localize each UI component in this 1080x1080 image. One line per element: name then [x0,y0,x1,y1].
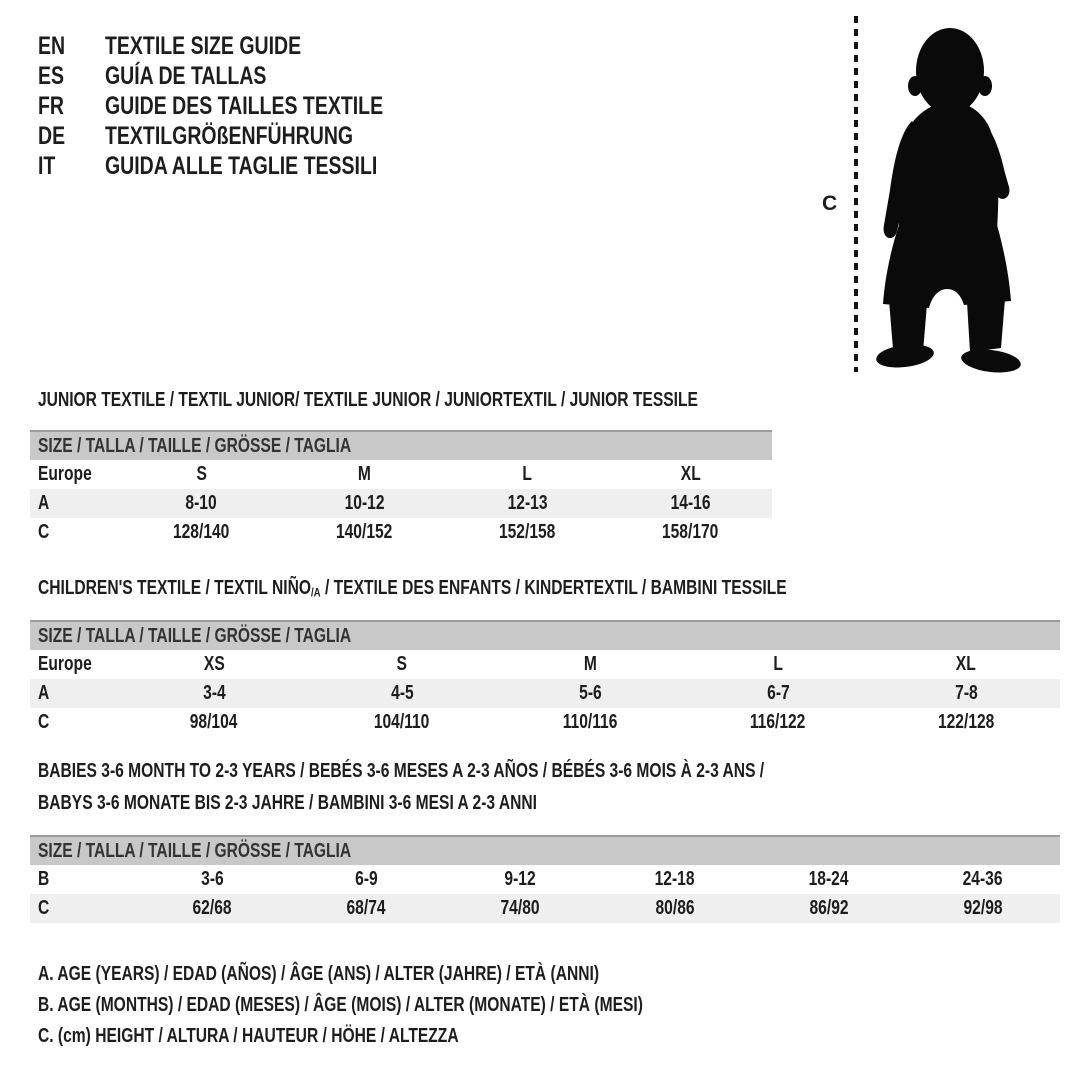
table-row-height-cm [30,894,1060,923]
measurement-legend [38,959,814,1052]
language-row-fr [38,91,462,121]
table-cell: 74/80 [500,897,540,919]
junior-size-table [30,430,772,547]
language-title: TEXTILE SIZE GUIDE [105,32,302,60]
language-title: GUIDE DES TAILLES TEXTILE [105,92,384,120]
table-row-age-years [30,489,772,518]
toddler-silhouette-image [866,15,1026,375]
height-dotted-line [854,16,858,372]
table-cell: M [583,653,597,675]
table-cell: 4-5 [390,682,414,704]
table-cell: 12-13 [507,492,548,514]
row-label: A [38,682,50,704]
language-code: DE [38,122,66,150]
table-cell: 62/68 [192,897,232,919]
table-cell: L [773,653,783,675]
row-label: Europe [38,463,92,485]
language-title: GUÍA DE TALLAS [105,62,267,90]
section-title-children: CHILDREN'S TEXTILE / TEXTIL NIÑO/A / TEXTILE DES ENFANTS / KINDERTEXTIL / BAMBINI TESSILE [38,577,787,600]
table-cell: 12-18 [654,868,695,890]
table-cell: S [196,463,207,485]
title-subscript: /A [310,585,321,600]
table-cell: 3-4 [202,682,226,704]
table-cell: 92/98 [963,897,1003,919]
section-title-babies: BABIES 3-6 MONTH TO 2-3 YEARS / BEBÉS 3-6 MESES A 2-3 AÑOS / BÉBÉS 3-6 MOIS À 2-3 ANS / BABYS 3-6 MONATE BIS 2-3 JAHRE / BAMBINI 3-6 MESI A 2-3 ANNI [38,760,765,814]
table-cell: 5-6 [578,682,602,704]
table-row-age-months [30,865,1060,894]
language-row-it [38,151,462,181]
children-size-table [30,620,1060,737]
table-cell: XS [203,653,225,675]
table-cell: 152/158 [499,521,556,543]
table-cell: 3-6 [200,868,224,890]
size-table-header: SIZE / TALLA / TAILLE / GRÖSSE / TAGLIA [30,620,1060,650]
table-cell: XL [680,463,701,485]
table-cell: 128/140 [173,521,230,543]
row-label: C [38,711,50,733]
table-row-height-cm [30,518,772,547]
row-label: Europe [38,653,92,675]
language-row-es [38,61,462,91]
table-cell: 68/74 [346,897,386,919]
table-cell: S [396,653,408,675]
babies-size-table [30,835,1060,923]
height-marker-label: C [822,192,838,215]
table-cell: 24-36 [962,868,1003,890]
legend-line-c: C. (cm) HEIGHT / ALTURA / HAUTEUR / HÖHE / ALTEZZA [38,1025,459,1047]
table-row-age-years [30,679,1060,708]
table-cell: 80/86 [655,897,695,919]
section-title-junior: JUNIOR TEXTILE / TEXTIL JUNIOR/ TEXTILE JUNIOR / JUNIORTEXTIL / JUNIOR TESSILE [38,389,698,411]
table-cell: 8-10 [185,492,218,514]
language-row-de [38,121,462,151]
table-row-europe [30,460,772,489]
table-cell: 18-24 [808,868,849,890]
table-cell: 110/116 [562,711,618,733]
language-title: TEXTILGRÖßENFÜHRUNG [105,122,354,150]
size-table-header: SIZE / TALLA / TAILLE / GRÖSSE / TAGLIA [30,835,1060,865]
legend-line-b: B. AGE (MONTHS) / EDAD (MESES) / ÂGE (MOIS) / ALTER (MONATE) / ETÀ (MESI) [38,994,643,1016]
table-cell: 14-16 [670,492,711,514]
language-code: FR [38,92,64,120]
table-cell: 86/92 [809,897,849,919]
size-table-header: SIZE / TALLA / TAILLE / GRÖSSE / TAGLIA [30,430,772,460]
table-cell: 10-12 [344,492,385,514]
table-cell: 140/152 [336,521,393,543]
language-code: IT [38,152,56,180]
language-title: GUIDA ALLE TAGLIE TESSILI [105,152,378,180]
table-cell: 7-8 [954,682,978,704]
table-cell: 104/110 [374,711,430,733]
table-cell: 158/170 [662,521,719,543]
table-cell: M [357,463,371,485]
row-label: A [38,492,50,514]
table-cell: 9-12 [504,868,537,890]
language-row-en [38,31,462,61]
row-label: C [38,897,50,919]
language-title-list [38,31,462,181]
table-row-europe [30,650,1060,679]
table-cell: L [522,463,533,485]
legend-line-a: A. AGE (YEARS) / EDAD (AÑOS) / ÂGE (ANS) / ALTER (JAHRE) / ETÀ (ANNI) [38,963,600,985]
table-cell: 116/122 [750,711,806,733]
row-label: B [38,868,50,890]
language-code: EN [38,32,66,60]
table-cell: 98/104 [190,711,238,733]
row-label: C [38,521,50,543]
table-cell: 6-9 [354,868,378,890]
language-code: ES [38,62,65,90]
table-cell: XL [956,653,976,675]
table-row-height-cm [30,708,1060,737]
table-cell: 6-7 [766,682,790,704]
table-cell: 122/128 [937,711,995,733]
